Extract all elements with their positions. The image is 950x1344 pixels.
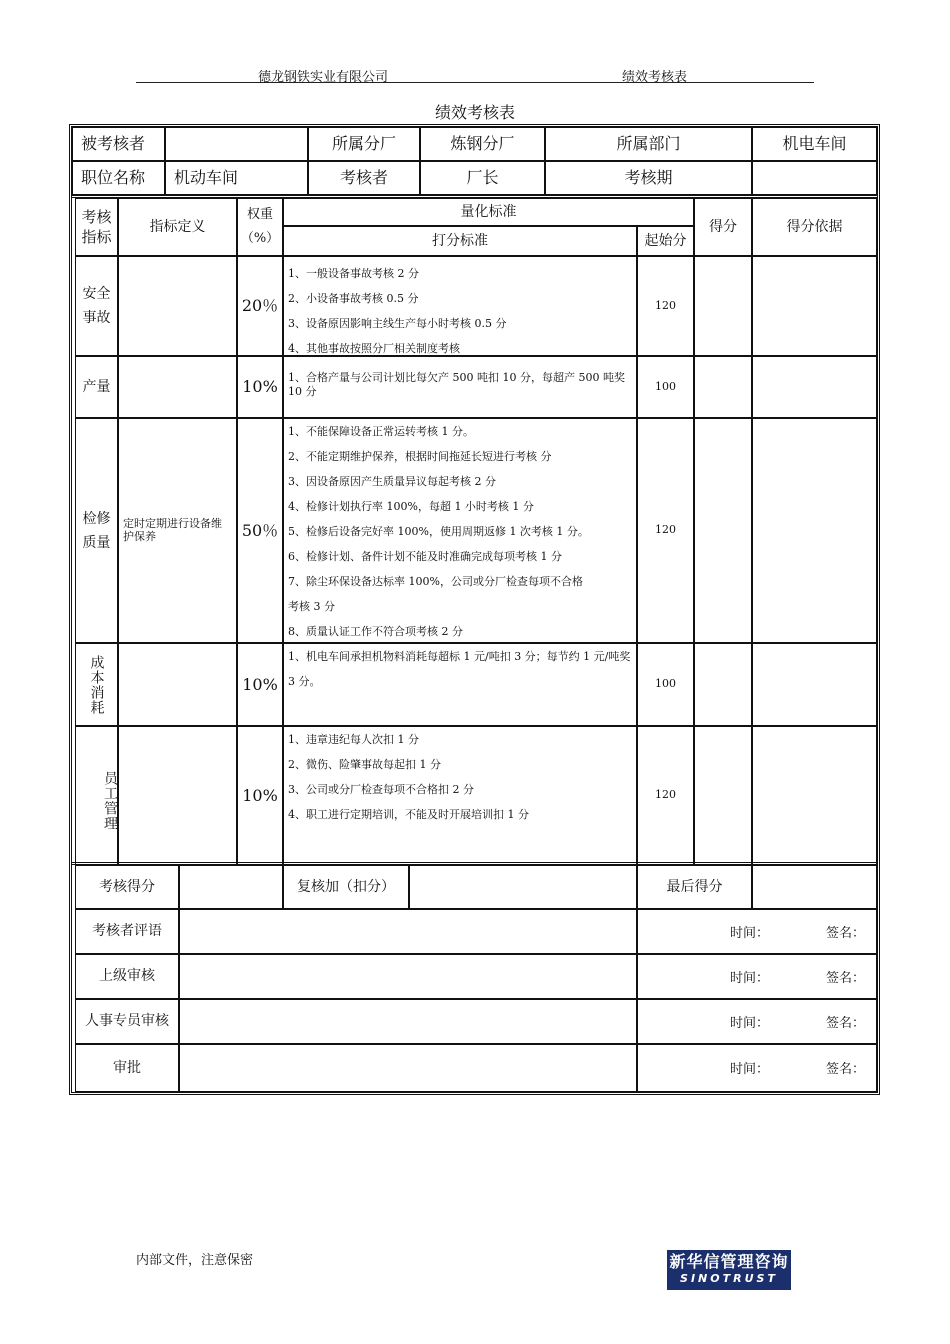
header-basis: 得分依据 [752,198,877,256]
indicator-output: 产量 [75,356,118,418]
assessee-value[interactable] [165,127,308,161]
weight-cell: 10% [237,356,283,418]
basis-cell[interactable] [752,643,877,726]
criteria-line: 2、不能定期维护保养，根据时间拖延长短进行考核 分 [288,450,552,463]
criteria-cell [283,418,637,643]
criteria-line: 2、微伤、险肇事故每起扣 1 分 [288,758,441,771]
form-title: 绩效考核表 [434,103,515,122]
score-value[interactable] [179,865,283,909]
criteria-cell [283,356,637,418]
basis-cell[interactable] [752,356,877,418]
assessor-value[interactable]: 厂长 [420,161,545,195]
criteria-line: 5、检修后设备完好率 100%，使用周期返修 1 次考核 1 分。 [288,525,589,538]
start-score: 100 [637,643,694,726]
header-weight: 权重 （%） [237,198,283,256]
criteria-line: 6、检修计划、备件计划不能及时准确完成每项考核 1 分 [288,550,562,563]
criteria-line: 4、检修计划执行率 100%，每超 1 小时考核 1 分 [288,500,534,513]
score-cell[interactable] [694,726,752,865]
score-cell[interactable] [694,356,752,418]
start-score: 120 [637,726,694,865]
criteria-line: 1、机电车间承担机物料消耗每超标 1 元/吨扣 3 分；每节约 1 元/吨奖 3 分。 [288,650,631,688]
period-value[interactable] [752,161,877,195]
weight-cell: 10% [237,726,283,865]
basis-cell[interactable] [752,256,877,356]
position-label: 职位名称 [72,161,165,195]
criteria-line: 1、一般设备事故考核 2 分 [288,267,419,280]
start-score: 120 [637,418,694,643]
approval-comment[interactable] [179,954,637,999]
approval-label: 上级审核 [75,954,179,999]
dept-value[interactable]: 机电车间 [752,127,877,161]
header-rule [136,82,814,83]
header-start: 起始分 [637,226,694,256]
sign-label: 签名： [826,1016,866,1031]
criteria-cell [283,643,637,726]
weight-cell: 50％ [237,418,283,643]
indicator-maintenance: 检修 质量 [75,418,118,643]
final-value[interactable] [752,865,877,909]
weight-cell: 20％ [237,256,283,356]
time-label: 时间： [730,971,770,986]
score-cell[interactable] [694,643,752,726]
basis-cell[interactable] [752,418,877,643]
criteria-line: 1、合格产量与公司计划比每欠产 500 吨扣 10 分，每超产 500 吨奖 10 分 [288,371,625,398]
indicator-staff: 员工管理 [75,726,118,865]
approval-label: 考核者评语 [75,909,179,954]
criteria-line: 1、违章违纪每人次扣 1 分 [288,733,419,746]
definition-cell [118,643,237,726]
document-name: 绩效考核表 [622,70,688,85]
score-cell[interactable] [694,418,752,643]
header-indicator: 考核 指标 [75,198,118,256]
factory-label: 所属分厂 [308,127,420,161]
criteria-line: 2、小设备事故考核 0.5 分 [288,292,419,305]
approval-label: 审批 [75,1044,179,1092]
criteria-line: 4、其他事故按照分厂相关制度考核 [288,342,460,355]
final-label: 最后得分 [637,865,752,909]
position-value[interactable]: 机动车间 [165,161,308,195]
time-label: 时间： [730,1016,770,1031]
sign-label: 签名： [826,971,866,986]
basis-cell[interactable] [752,726,877,865]
score-label: 考核得分 [75,865,179,909]
criteria-line: 3、因设备原因产生质量异议每起考核 2 分 [288,475,496,488]
period-label: 考核期 [545,161,752,195]
criteria-line: 4、职工进行定期培训，不能及时开展培训扣 1 分 [288,808,529,821]
definition-cell: 定时定期进行设备维护保养 [118,418,237,643]
sinotrust-logo [667,1250,791,1290]
time-label: 时间： [730,1062,770,1077]
score-cell[interactable] [694,256,752,356]
indicator-safety: 安全 事故 [75,256,118,356]
company-name: 德龙钢铁实业有限公司 [258,70,389,85]
approval-comment[interactable] [179,999,637,1044]
time-label: 时间： [730,926,770,941]
approval-comment[interactable] [179,909,637,954]
dept-label: 所属部门 [545,127,752,161]
definition-cell [118,726,237,865]
factory-value[interactable]: 炼钢分厂 [420,127,545,161]
start-score: 100 [637,356,694,418]
logo-cn-text: 新华信管理咨询 [669,1252,789,1271]
definition-cell [118,256,237,356]
sign-label: 签名： [826,1062,866,1077]
sign-label: 签名： [826,926,866,941]
indicator-cost: 成本消耗 [75,643,118,726]
criteria-line: 3、设备原因影响主线生产每小时考核 0.5 分 [288,317,507,330]
header-scoring: 打分标准 [283,226,637,256]
assessor-label: 考核者 [308,161,420,195]
logo-en-text: SINOTRUST [680,1272,778,1285]
criteria-cell [283,256,637,356]
confidential-note: 内部文件，注意保密 [136,1253,254,1268]
criteria-line: 8、质量认证工作不符合项考核 2 分 [288,625,463,638]
assessee-label: 被考核者 [72,127,165,161]
criteria-line: 考核 3 分 [288,600,335,613]
header-score: 得分 [694,198,752,256]
criteria-line: 1、不能保障设备正常运转考核 1 分。 [288,425,474,438]
criteria-line: 7、除尘环保设备达标率 100%，公司或分厂检查每项不合格 [288,575,583,588]
header-quant: 量化标准 [283,198,694,226]
start-score: 120 [637,256,694,356]
review-label: 复核加（扣分） [283,865,409,909]
definition-cell [118,356,237,418]
approval-label: 人事专员审核 [75,999,179,1044]
criteria-cell [283,726,637,865]
review-value[interactable] [409,865,637,909]
header-definition: 指标定义 [118,198,237,256]
criteria-line: 3、公司或分厂检查每项不合格扣 2 分 [288,783,474,796]
approval-comment[interactable] [179,1044,637,1092]
weight-cell: 10% [237,643,283,726]
